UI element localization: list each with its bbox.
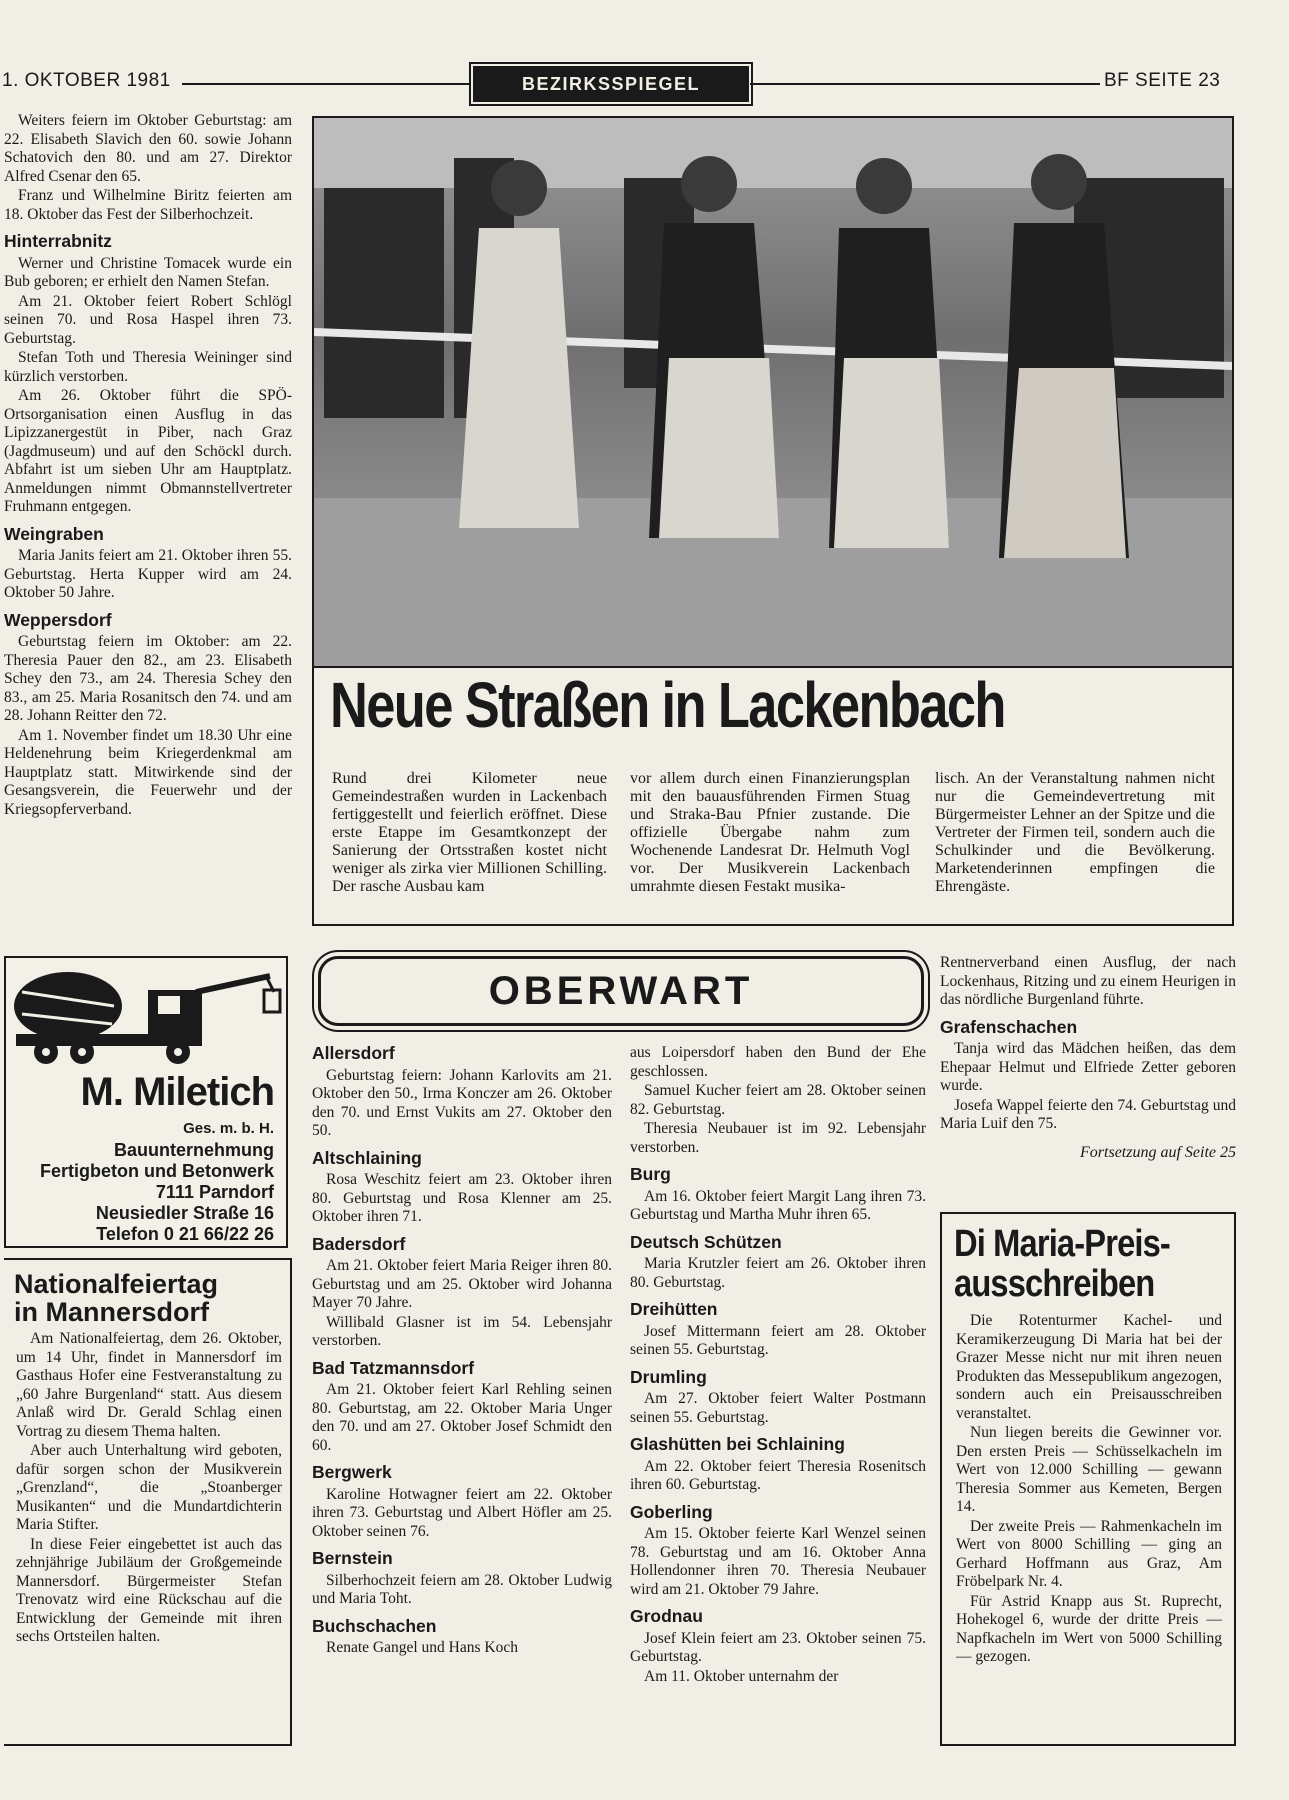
heading-weingraben: Weingraben — [4, 523, 104, 544]
girl-figures — [459, 154, 1129, 558]
ad-line: Telefon 0 21 66/22 26 — [96, 1224, 274, 1244]
concrete-mixer-truck-icon — [8, 962, 284, 1068]
heading-badersdorf: Badersdorf — [312, 1233, 406, 1254]
header-rule-right — [750, 83, 1100, 85]
ad-line: 7111 Parndorf — [155, 1182, 274, 1202]
miletich-advertisement — [4, 956, 288, 1248]
left-column — [4, 112, 292, 820]
paragraph: Am 22. Oktober feiert Theresia Rosenitsch ihren 60. Geburtstag. — [630, 1457, 926, 1493]
ad-line: Fertigbeton und Betonwerk — [40, 1161, 274, 1181]
paragraph: Die Rotenturmer Kachel- und Keramikerzeugung Di Maria hat bei der Grazer Messe nicht nur mit ihren neuen Produkten das Messepublikum angezogen, sondern auch ein Preisausschreiben veranstaltet. — [956, 1312, 1222, 1422]
paragraph: Rosa Weschitz feiert am 23. Oktober ihren 80. Geburtstag und Rosa Klenner am 25. Oktober ihren 71. — [312, 1171, 612, 1225]
heading-hinterrabnitz: Hinterrabnitz — [4, 231, 112, 251]
lackenbach-ribbon-photo — [312, 116, 1234, 668]
feiertag-body — [16, 1330, 282, 1647]
ad-address-block — [4, 1140, 274, 1245]
paragraph: Maria Krutzler feiert am 26. Oktober ihren 80. Geburtstag. — [630, 1255, 926, 1291]
feiertag-title-line-2: in Mannersdorf — [14, 1297, 210, 1327]
paragraph: Josef Klein feiert am 23. Oktober seinen 75. Geburtstag. — [630, 1629, 926, 1665]
oberwart-banner: OBERWART — [318, 956, 924, 1026]
lead-headline: Neue Straßen in Lackenbach — [330, 669, 1005, 741]
heading-bad-tatzmannsdorf: Bad Tatzmannsdorf — [312, 1357, 475, 1378]
heading-weppersdorf: Weppersdorf — [4, 609, 112, 630]
heading-altschlaining: Altschlaining — [312, 1147, 422, 1168]
issue-date: 1. OKTOBER 1981 — [2, 70, 171, 91]
oberwart-col-2 — [630, 1044, 926, 1687]
heading-glashuetten: Glashütten bei Schlaining — [630, 1434, 845, 1454]
paragraph: Für Astrid Knapp aus St. Ruprecht, Hohekogel 6, wurde der dritte Preis — Napfkacheln im Wert von 5000 Schilling — gezogen. — [956, 1592, 1222, 1665]
maria-body — [956, 1312, 1222, 1667]
lead-col-2: vor allem durch einen Finanzierungsplan mit den bauausführenden Firmen Stuag und Straka-Bau Pfnier zustande. Die offizielle Übergabe nahm zum Wochenende Landesrat Dr. Helmuth Vogl vor. Der Musikverein Lackenbach umrahmte diesen Festakt musika- — [630, 770, 910, 895]
paragraph: Am 1. November findet um 18.30 Uhr eine Heldenehrung beim Kriegerdenkmal am Hauptplatz statt. Mitwirkende sind der Gesangsverein, die Feuerwehr und der Kriegsopferverband. — [4, 726, 292, 818]
paragraph: Am 21. Oktober feiert Robert Schlögl seinen 70. und Rosa Haspel ihren 73. Geburtstag. — [4, 292, 292, 347]
paragraph: Werner und Christine Tomacek wurde ein Bub geboren; er erhielt den Namen Stefan. — [4, 254, 292, 290]
ribbon-ceremony-image — [314, 118, 1232, 666]
paragraph: Renate Gangel und Hans Koch — [326, 1639, 518, 1656]
ad-line: Neusiedler Straße 16 — [95, 1203, 274, 1223]
maria-title — [954, 1224, 1188, 1304]
ad-company-form: Ges. m. b. H. — [183, 1120, 274, 1137]
paragraph: Josef Mittermann feiert am 28. Oktober seinen 55. Geburtstag. — [630, 1322, 926, 1358]
heading-buchschachen: Buchschachen — [312, 1615, 437, 1636]
oberwart-col-1 — [312, 1044, 612, 1659]
paragraph: Am 11. Oktober unternahm der — [644, 1667, 839, 1685]
heading-allersdorf: Allersdorf — [312, 1043, 395, 1063]
intro-paragraph-1: Weiters feiern im Oktober Geburtstag: am 22. Elisabeth Slavich den 60. sowie Johann Schatovich den 80. und am 27. Direktor Alfred Csenar den 65. — [4, 112, 292, 185]
heading-grodnau: Grodnau — [630, 1606, 703, 1626]
paragraph: Aber auch Unterhaltung wird geboten, dafür sorgen schon der Musikverein „Grenzland“, die „Stoanberger Musikanten“ und die Mundartdichterin Maria Stifter. — [16, 1442, 282, 1533]
ad-company-name: M. Miletich — [80, 1070, 274, 1114]
paragraph: Maria Janits feiert am 21. Oktober ihren 55. Geburtstag. Herta Kupper wird am 24. Oktober 50 Jahre. — [4, 547, 292, 601]
feiertag-article — [4, 1258, 292, 1746]
heading-goberling: Goberling — [630, 1501, 713, 1522]
maria-title-line-1: Di Maria-Preis- — [954, 1223, 1170, 1265]
paragraph: Geburtstag feiern: Johann Karlovits am 21. Oktober den 50., Irma Konczer am 26. Oktober den 70. und Ernst Vukits am 27. Oktober den 50. — [312, 1066, 612, 1139]
heading-bergwerk: Bergwerk — [312, 1462, 392, 1482]
paragraph: Am 26. Oktober führt die SPÖ-Ortsorganisation einen Ausflug in das Lipizzanergestüt in Piber, nach Graz (Jagdmuseum) und auf den Schöckl durch. Abfahrt ist um sieben Uhr am Hauptplatz. Anmeldungen nimmt Obmannstellvertreter Fruhmann entgegen. — [4, 387, 292, 515]
paragraph: Theresia Neubauer ist im 92. Lebensjahr verstorben. — [630, 1120, 926, 1156]
paragraph: Karoline Hotwagner feiert am 22. Oktober ihren 73. Geburtstag und Albert Höfler am 25. Oktober seinen 76. — [312, 1485, 612, 1540]
heading-burg: Burg — [630, 1164, 671, 1184]
paragraph: Am Nationalfeiertag, dem 26. Oktober, um 14 Uhr, findet in Mannersdorf im Gasthaus Hofer eine Festveranstaltung zu „60 Jahre Burgenland“ statt. Aus diesem Anlaß wird Dr. Gerald Schlag einen Vortrag zu diesem Thema halten. — [16, 1330, 282, 1440]
oberwart-col-3 — [940, 954, 1236, 1162]
continuation-note: Fortsetzung auf Seite 25 — [1080, 1143, 1236, 1161]
heading-grafenschachen: Grafenschachen — [940, 1016, 1078, 1037]
paragraph: aus Loipersdorf haben den Bund der Ehe geschlossen. — [630, 1044, 926, 1080]
paragraph: Am 16. Oktober feiert Margit Lang ihren 73. Geburtstag und Martha Muhr ihren 65. — [630, 1187, 926, 1223]
paragraph: Josefa Wappel feierte den 74. Geburtstag und Maria Luif den 75. — [940, 1096, 1236, 1132]
paragraph: Am 27. Oktober feiert Walter Postmann seinen 55. Geburtstag. — [630, 1390, 926, 1426]
paragraph: Geburtstag feiern im Oktober: am 22. Theresia Pauer den 82., am 23. Elisabeth Schey den 73., am 24. Theresia Schey den 83., am 25. Maria Rosanitsch den 74. und am 28. Johann Reitter den 72. — [4, 633, 292, 724]
paragraph: Am 21. Oktober feiert Maria Reiger ihren 80. Geburtstag und am 25. Oktober wird Johanna Mayer 70 Jahre. — [312, 1257, 612, 1311]
paragraph: Willibald Glasner ist im 54. Lebensjahr verstorben. — [312, 1313, 612, 1349]
feiertag-title — [14, 1270, 282, 1326]
header-rule-left — [182, 83, 470, 85]
heading-drumling: Drumling — [630, 1366, 707, 1387]
maria-article — [940, 1212, 1236, 1746]
paragraph: Nun liegen bereits die Gewinner vor. Den ersten Preis — Schüsselkacheln im Wert von 12.000 Schilling — gewann Theresia Sommer aus Kemeten, Bergen 14. — [956, 1424, 1222, 1515]
ad-line: Bauunternehmung — [114, 1140, 274, 1160]
intro-paragraph-2: Franz und Wilhelmine Biritz feierten am 18. Oktober das Fest der Silberhochzeit. — [4, 187, 292, 223]
heading-dreihuetten: Dreihütten — [630, 1299, 718, 1319]
lead-col-1: Rund drei Kilometer neue Gemeindestraßen wurden in Lackenbach fertiggestellt und feierlich eröffnet. Diese erste Etappe im Gesamtkonzept der Sanierung der Ortsstraßen kostet nicht weniger als zirka vier Millionen Schilling. Der rasche Ausbau kam — [332, 770, 607, 895]
heading-deutsch-schuetzen: Deutsch Schützen — [630, 1231, 782, 1252]
page-number: BF SEITE 23 — [1104, 70, 1221, 91]
paragraph: Der zweite Preis — Rahmenkacheln im Wert von 8000 Schilling — ging an Gerhard Hoffmann aus Graz, Am Fröbelpark Nr. 4. — [956, 1517, 1222, 1590]
paragraph: In diese Feier eingebettet ist auch das zehnjährige Jubiläum der Großgemeinde Mannersdorf. Bürgermeister Stefan Trenovatz wird eine Rückschau auf die Entwicklung der Gemeinde mit ihren sechs Ortsteilen halten. — [16, 1535, 282, 1645]
paragraph: Samuel Kucher feiert am 28. Oktober seinen 82. Geburtstag. — [630, 1082, 926, 1118]
section-badge: BEZIRKSSPIEGEL — [473, 66, 749, 102]
paragraph: Rentnerverband einen Ausflug, der nach Lockenhaus, Ritzing und zu einem Heurigen in das nördliche Burgenland führte. — [940, 954, 1236, 1008]
paragraph: Am 15. Oktober feierte Karl Wenzel seinen 78. Geburtstag und am 16. Oktober Anna Hollendonner ihren 70. Theresia Neubauer wird am 21. Oktober 79 Jahre. — [630, 1525, 926, 1598]
lead-col-3: lisch. An der Veranstaltung nahmen nicht nur die Gemeindevertretung mit Bürgermeister Lehner an der Spitze und die Vertreter der Firmen teil, sondern auch die Schulkinder und die Bevölkerung. Marketenderinnen empfingen die Ehrengäste. — [935, 770, 1215, 895]
paragraph: Stefan Toth und Theresia Weininger sind kürzlich verstorben. — [4, 349, 292, 385]
heading-bernstein: Bernstein — [312, 1548, 393, 1568]
feiertag-title-line-1: Nationalfeiertag — [14, 1269, 219, 1299]
paragraph: Tanja wird das Mädchen heißen, das dem Ehepaar Helmut und Elfriede Zetter geboren wurde. — [940, 1040, 1236, 1094]
paragraph: Silberhochzeit feiern am 28. Oktober Ludwig und Maria Toht. — [312, 1571, 612, 1607]
paragraph: Am 21. Oktober feiert Karl Rehling seinen 80. Geburtstag, am 22. Oktober Maria Unger den 70. und am 27. Oktober Josef Schmidt den 60. — [312, 1381, 612, 1454]
maria-title-line-2: ausschreiben — [954, 1263, 1155, 1305]
